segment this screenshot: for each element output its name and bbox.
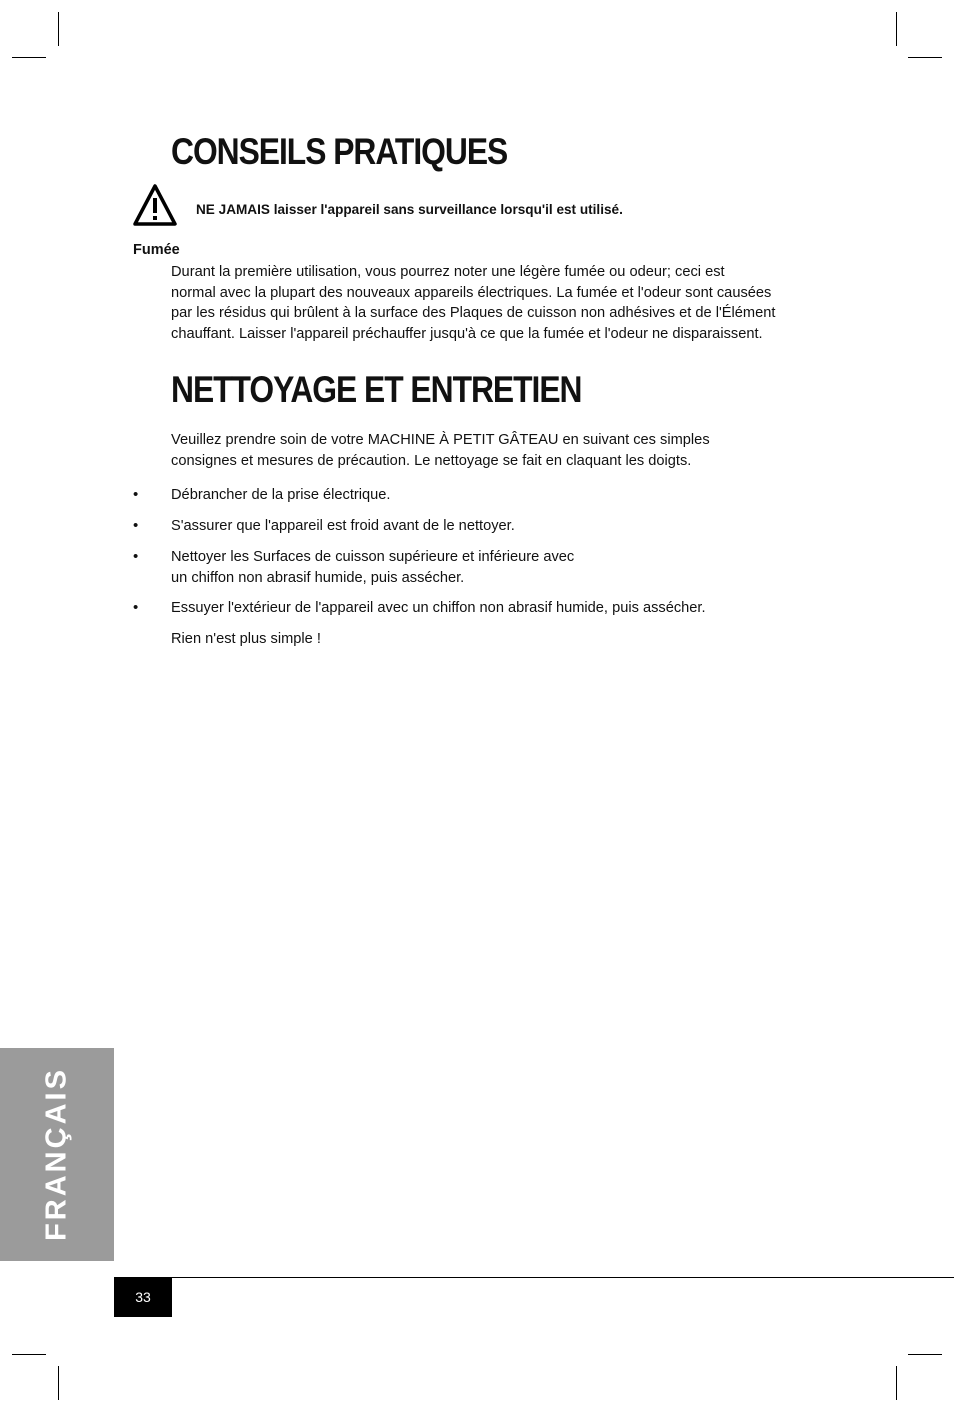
- list-item-text: Débrancher de la prise électrique.: [171, 486, 391, 503]
- crop-mark: [12, 1354, 46, 1355]
- paragraph-line: Durant la première utilisation, vous pourrez noter une légère fumée ou odeur; ceci est: [171, 263, 725, 280]
- bullet-icon: •: [133, 486, 139, 503]
- bullet-icon: •: [133, 548, 139, 565]
- paragraph-line: chauffant. Laisser l'appareil préchauffer jusqu'à ce que la fumée et l'odeur ne disparaissent.: [171, 324, 763, 342]
- language-tab: [0, 1048, 114, 1261]
- section-title-tips: CONSEILS PRATIQUES: [171, 131, 508, 172]
- bullet-icon: •: [133, 599, 139, 616]
- footer-rule: [114, 1277, 954, 1278]
- crop-mark: [896, 12, 897, 46]
- crop-mark: [908, 1354, 942, 1355]
- closing-text: Rien n'est plus simple !: [171, 630, 321, 647]
- crop-mark: [58, 12, 59, 46]
- list-item-text: Nettoyer les Surfaces de cuisson supérieure et inférieure avec: [171, 548, 575, 565]
- smoke-paragraph: [171, 262, 775, 344]
- crop-mark: [58, 1366, 59, 1400]
- crop-mark: [896, 1366, 897, 1400]
- list-item-text: un chiffon non abrasif humide, puis assécher.: [171, 568, 465, 586]
- bullet-icon: •: [133, 517, 139, 534]
- cleaning-intro: [171, 430, 710, 471]
- list-item-text: Essuyer l'extérieur de l'appareil avec un chiffon non abrasif humide, puis assécher.: [171, 599, 706, 616]
- warning-text: NE JAMAIS laisser l'appareil sans surveillance lorsqu'il est utilisé.: [196, 201, 623, 217]
- warning-icon: [133, 183, 177, 227]
- smoke-heading: Fumée: [133, 242, 180, 258]
- list-item-text: S'assurer que l'appareil est froid avant de le nettoyer.: [171, 517, 515, 534]
- paragraph-line: Veuillez prendre soin de votre MACHINE À PETIT GÂTEAU en suivant ces simples: [171, 431, 710, 448]
- section-title-cleaning: NETTOYAGE ET ENTRETIEN: [171, 369, 582, 410]
- language-label: FRANÇAIS: [40, 1067, 73, 1241]
- paragraph-line: par les résidus qui brûlent à la surface des Plaques de cuisson non adhésives et de l'Élément: [171, 304, 776, 321]
- crop-mark: [908, 57, 942, 58]
- paragraph-line: consignes et mesures de précaution. Le nettoyage se fait en claquant les doigts.: [171, 451, 692, 469]
- crop-mark: [12, 57, 46, 58]
- page-number: 33: [114, 1277, 172, 1317]
- paragraph-line: normal avec la plupart des nouveaux appareils électriques. La fumée et l'odeur sont causées: [171, 283, 772, 301]
